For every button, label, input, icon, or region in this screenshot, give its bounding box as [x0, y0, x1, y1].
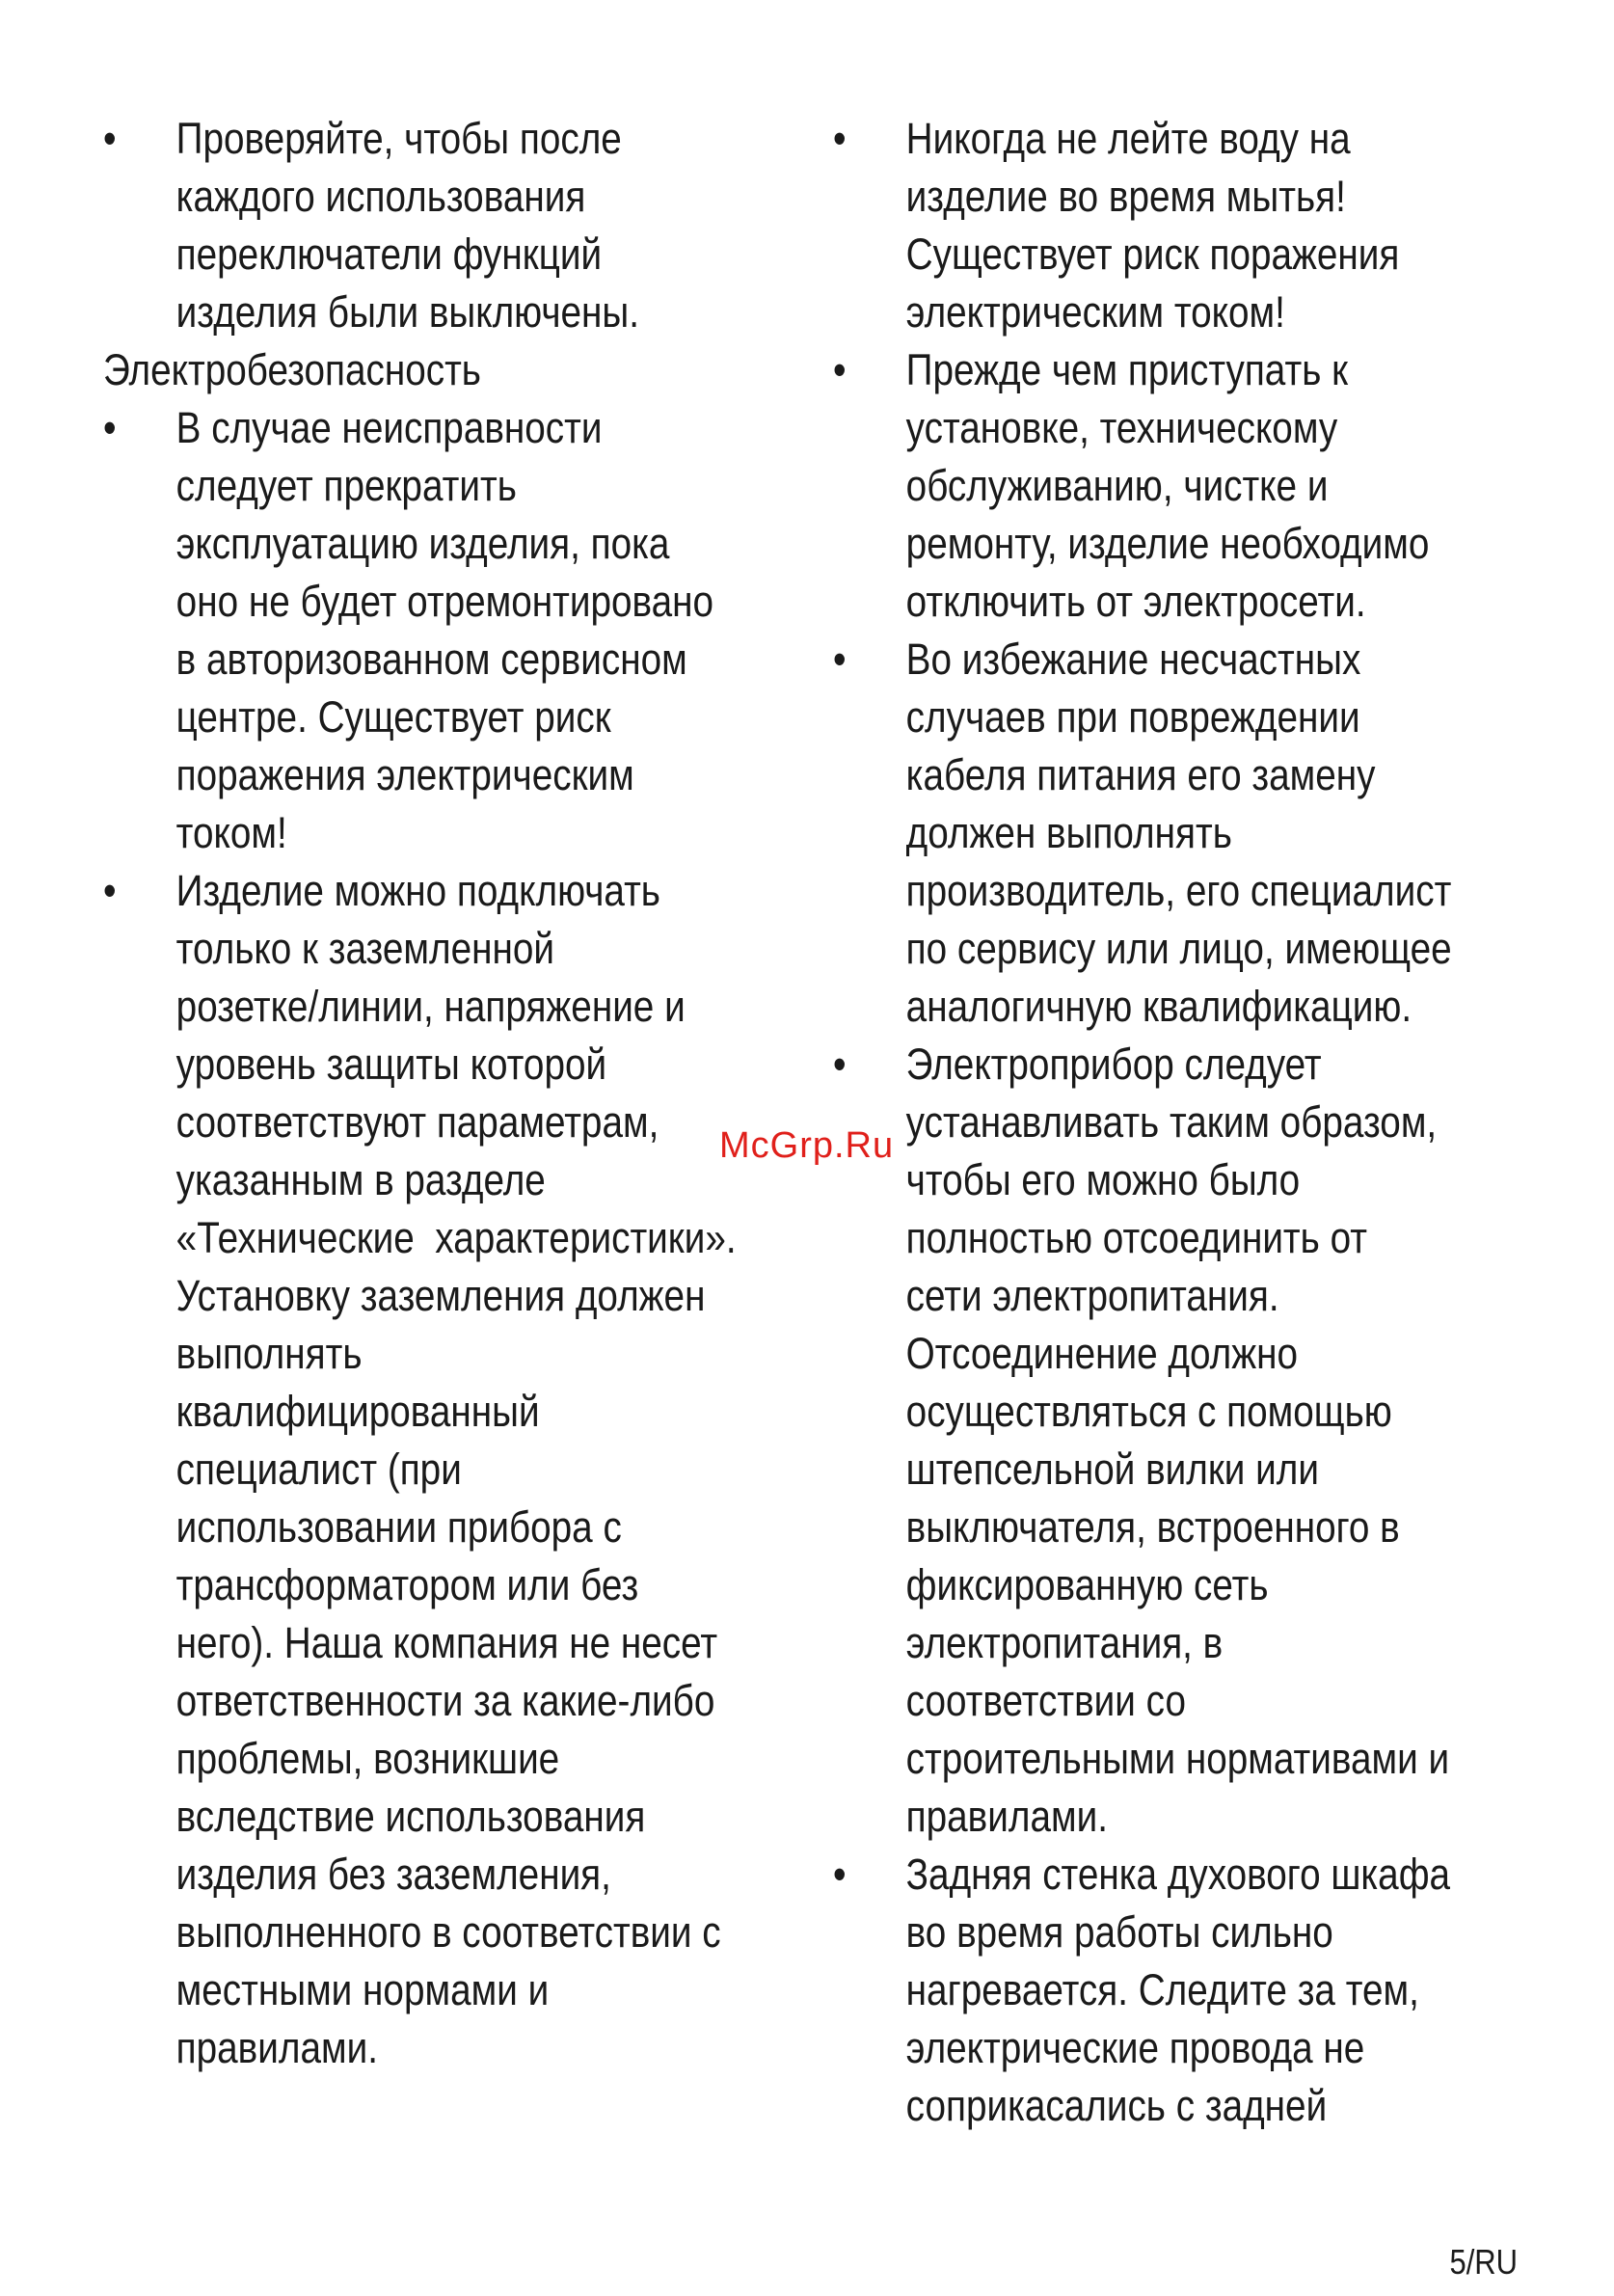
list-item: [833, 1036, 1554, 1846]
page-number: 5/RU: [1449, 2242, 1518, 2282]
text-line: него). Наша компания не несет: [175, 1618, 718, 1667]
text-line: местными нормами и: [175, 1965, 550, 2014]
text-line: В случае неисправности: [175, 403, 603, 452]
text-line: отключить от электросети.: [905, 577, 1366, 626]
text-line: Во избежание несчастных: [905, 635, 1361, 684]
text-line: ремонту, изделие необходимо: [905, 519, 1430, 568]
text-line: «Технические характеристики».: [175, 1213, 737, 1262]
text-line: указанным в разделе: [175, 1155, 546, 1204]
text-line: соответствии со: [905, 1676, 1186, 1725]
text-line: Существует риск поражения: [905, 230, 1400, 279]
text-line: поражения электрическим: [175, 750, 634, 799]
bullet-icon: •: [833, 345, 847, 394]
text-line: квалифицированный: [175, 1387, 540, 1436]
text-line: в авторизованном сервисном: [175, 635, 687, 684]
list-item: [103, 399, 799, 862]
text-line: специалист (при: [175, 1445, 462, 1494]
text-line: вследствие использования: [175, 1792, 646, 1841]
bullet-icon: •: [103, 866, 117, 915]
text-line: Изделие можно подключать: [175, 866, 660, 915]
text-line: правилами.: [175, 2023, 378, 2072]
text-line: проблемы, возникшие: [175, 1734, 560, 1783]
bullet-icon: •: [833, 635, 847, 684]
left-column: [103, 110, 799, 2077]
text-line: обслуживанию, чистке и: [905, 461, 1329, 510]
text-line: осуществляться с помощью: [905, 1387, 1392, 1436]
list-item: [103, 862, 799, 2077]
text-line: строительными нормативами и: [905, 1734, 1450, 1783]
text-line: изделия без заземления,: [175, 1850, 611, 1899]
text-line: использовании прибора с: [175, 1502, 622, 1552]
text-line: Установку заземления должен: [175, 1271, 706, 1320]
text-line: соответствуют параметрам,: [175, 1097, 659, 1147]
text-line: следует прекратить: [175, 461, 517, 510]
text-line: эксплуатацию изделия, пока: [175, 519, 670, 568]
text-line: оно не будет отремонтировано: [175, 577, 714, 626]
text-line: Прежде чем приступать к: [905, 345, 1349, 394]
text-line: трансформатором или без: [175, 1560, 639, 1609]
right-column: [833, 110, 1554, 2135]
text-line: выполненного в соответствии с: [175, 1907, 721, 1957]
watermark: McGrp.Ru: [719, 1125, 895, 1166]
text-line: должен выполнять: [905, 808, 1232, 857]
text-line: случаев при повреждении: [905, 692, 1360, 742]
text-line: уровень защиты которой: [175, 1040, 607, 1089]
text-line: нагревается. Следите за тем,: [905, 1965, 1419, 2014]
text-line: производитель, его специалист: [905, 866, 1452, 915]
list-item: [833, 1846, 1554, 2135]
text-line: центре. Существует риск: [175, 692, 611, 742]
text-line: переключатели функций: [175, 230, 603, 279]
bullet-icon: •: [833, 114, 847, 163]
text-line: выключателя, встроенного в: [905, 1502, 1400, 1552]
bullet-icon: •: [833, 1040, 847, 1089]
text-line: штепсельной вилки или: [905, 1445, 1319, 1494]
text-line: во время работы сильно: [905, 1907, 1333, 1957]
text-line: соприкасались с задней: [905, 2081, 1328, 2130]
text-line: изделия были выключены.: [175, 287, 639, 337]
text-line: электрические провода не: [905, 2023, 1365, 2072]
text-line: электрическим током!: [905, 287, 1285, 337]
list-item: [103, 110, 799, 341]
text-line: кабеля питания его замену: [905, 750, 1376, 799]
list-item: [833, 341, 1554, 631]
text-line: Проверяйте, чтобы после: [175, 114, 622, 163]
text-line: установке, техническому: [905, 403, 1338, 452]
text-line: Задняя стенка духового шкафа: [905, 1850, 1451, 1899]
bullet-icon: •: [833, 1850, 847, 1899]
text-line: ответственности за какие-либо: [175, 1676, 715, 1725]
section-heading: Электробезопасность: [103, 345, 481, 394]
text-line: электропитания, в: [905, 1618, 1224, 1667]
text-line: каждого использования: [175, 172, 586, 221]
bullet-icon: •: [103, 114, 117, 163]
text-line: фиксированную сеть: [905, 1560, 1269, 1609]
text-line: правилами.: [905, 1792, 1108, 1841]
text-line: по сервису или лицо, имеющее: [905, 924, 1452, 973]
text-line: розетке/линии, напряжение и: [175, 982, 686, 1031]
text-line: Никогда не лейте воду на: [905, 114, 1351, 163]
text-line: аналогичную квалификацию.: [905, 982, 1412, 1031]
text-line: только к заземленной: [175, 924, 554, 973]
text-line: Электроприбор следует: [905, 1040, 1322, 1089]
text-line: сети электропитания.: [905, 1271, 1279, 1320]
list-item: [833, 631, 1554, 1036]
bullet-icon: •: [103, 403, 117, 452]
text-line: устанавливать таким образом,: [905, 1097, 1438, 1147]
text-line: током!: [175, 808, 287, 857]
text-line: Отсоединение должно: [905, 1329, 1299, 1378]
text-line: чтобы его можно было: [905, 1155, 1301, 1204]
text-line: выполнять: [175, 1329, 363, 1378]
text-line: полностью отсоединить от: [905, 1213, 1367, 1262]
list-item: [833, 110, 1554, 341]
text-line: изделие во время мытья!: [905, 172, 1346, 221]
